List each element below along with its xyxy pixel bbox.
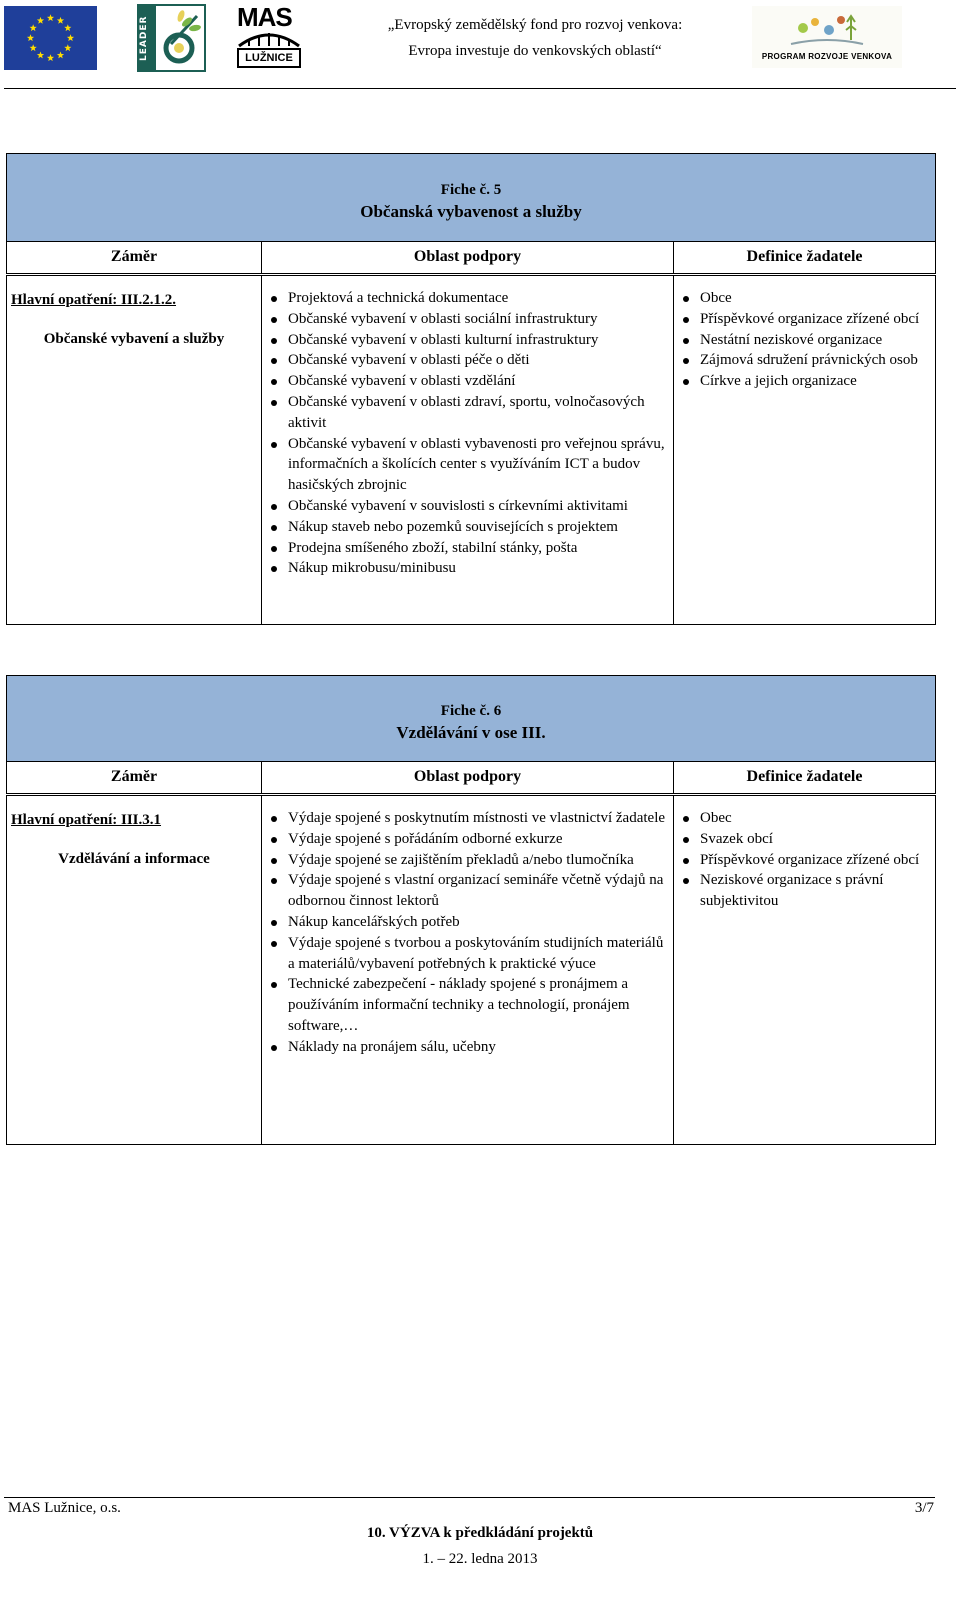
footer-call-title: 10. VÝZVA k předkládání projektů bbox=[366, 1525, 594, 1541]
applicant-cell bbox=[674, 275, 936, 625]
motto-line-1: „Evropský zemědělský fond pro rozvoj venkova: bbox=[387, 17, 683, 33]
footer-divider bbox=[4, 1497, 935, 1498]
bridge-icon bbox=[237, 30, 301, 48]
prv-label: PROGRAM ROZVOJE VENKOVA bbox=[761, 52, 893, 61]
list-item: Výdaje spojené s tvorbou a poskytováním studijních materiálů a materiálů/vybavení potřebných k praktické výuce bbox=[288, 933, 669, 975]
applicant-list bbox=[674, 276, 935, 406]
applicant-list bbox=[674, 796, 935, 926]
fiche-number: Fiche č. 5 bbox=[440, 181, 502, 198]
list-item: Občanské vybavení v oblasti péče o děti bbox=[288, 350, 669, 371]
list-item: Nestátní neziskové organizace bbox=[700, 330, 931, 351]
list-item: Technické zabezpečení - náklady spojené s pronájmem a používáním informační techniky a technologií, pronájem software,… bbox=[288, 974, 669, 1036]
list-item: Prodejna smíšeného zboží, stabilní stánky, pošta bbox=[288, 538, 669, 559]
program-rozvoje-venkova-logo bbox=[752, 6, 902, 68]
list-item: Výdaje spojené s vlastní organizací semináře včetně výdajů na odbornou činnost lektorů bbox=[288, 870, 669, 912]
measure-code: Hlavní opatření: III.2.1.2. bbox=[11, 292, 177, 308]
fiche-title-cell bbox=[7, 154, 936, 242]
list-item: Výdaje spojené s poskytnutím místnosti ve vlastnictví žadatele bbox=[288, 808, 669, 829]
column-header-zamer: Záměr bbox=[7, 762, 262, 795]
zamer-cell bbox=[7, 795, 262, 1145]
leader-label: LEADER bbox=[139, 6, 156, 70]
fiche-name: Vzdělávání v ose III. bbox=[396, 722, 546, 742]
list-item: Nákup staveb nebo pozemků souvisejících s projektem bbox=[288, 517, 669, 538]
list-item: Občanské vybavení v oblasti kulturní infrastruktury bbox=[288, 330, 669, 351]
mas-logo-text: MAS bbox=[237, 2, 292, 32]
list-item: Občanské vybavení v oblasti vzdělání bbox=[288, 371, 669, 392]
header-divider bbox=[4, 88, 956, 89]
footer-organization: MAS Lužnice, o.s. bbox=[8, 1500, 121, 1516]
list-item: Příspěvkové organizace zřízené obcí bbox=[700, 309, 931, 330]
list-item: Výdaje spojené s pořádáním odborné exkurze bbox=[288, 829, 669, 850]
list-item: Církve a jejich organizace bbox=[700, 371, 931, 392]
prv-emblem-icon bbox=[787, 10, 867, 48]
list-item: Příspěvkové organizace zřízené obcí bbox=[700, 850, 931, 871]
list-item: Výdaje spojené se zajištěním překladů a/nebo tlumočníka bbox=[288, 850, 669, 871]
fiche-table-6 bbox=[6, 675, 936, 1145]
list-item: Občanské vybavení v oblasti vybavenosti pro veřejnou správu, informačních a školících center s využíváním ICT a budov hasičských zbrojnic bbox=[288, 434, 669, 496]
support-list bbox=[262, 276, 673, 593]
column-header-definice: Definice žadatele bbox=[674, 242, 936, 275]
list-item: Nákup mikrobusu/minibusu bbox=[288, 558, 669, 579]
column-header-oblast: Oblast podpory bbox=[262, 762, 674, 795]
list-item: Obec bbox=[700, 808, 931, 829]
list-item: Neziskové organizace s právní subjektivitou bbox=[700, 870, 931, 912]
column-header-zamer: Záměr bbox=[7, 242, 262, 275]
column-header-oblast: Oblast podpory bbox=[262, 242, 674, 275]
measure-code: Hlavní opatření: III.3.1 bbox=[11, 812, 162, 828]
support-area-cell bbox=[262, 795, 674, 1145]
header-motto bbox=[355, 12, 715, 64]
leader-logo bbox=[137, 4, 206, 72]
support-list bbox=[262, 796, 673, 1072]
applicant-cell bbox=[674, 795, 936, 1145]
fiche-table-5 bbox=[6, 153, 936, 625]
list-item: Náklady na pronájem sálu, učebny bbox=[288, 1037, 669, 1058]
eu-stars-icon bbox=[4, 6, 97, 70]
list-item: Zájmová sdružení právnických osob bbox=[700, 350, 931, 371]
footer-call-dates: 1. – 22. ledna 2013 bbox=[422, 1551, 538, 1567]
list-item: Občanské vybavení v oblasti sociální infrastruktury bbox=[288, 309, 669, 330]
measure-name: Vzdělávání a informace bbox=[58, 850, 210, 867]
fiche-number: Fiche č. 6 bbox=[440, 702, 502, 719]
list-item: Projektová a technická dokumentace bbox=[288, 288, 669, 309]
list-item: Občanské vybavení v souvislosti s církevními aktivitami bbox=[288, 496, 669, 517]
list-item: Nákup kancelářských potřeb bbox=[288, 912, 669, 933]
eu-flag-logo bbox=[4, 6, 97, 70]
mas-luznice-logo bbox=[237, 4, 301, 72]
column-header-definice: Definice žadatele bbox=[674, 762, 936, 795]
list-item: Občanské vybavení v oblasti zdraví, sportu, volnočasových aktivit bbox=[288, 392, 669, 434]
zamer-cell bbox=[7, 275, 262, 625]
fiche-title-cell bbox=[7, 676, 936, 762]
motto-line-2: Evropa investuje do venkovských oblastí“ bbox=[408, 43, 662, 59]
list-item: Obce bbox=[700, 288, 931, 309]
list-item: Svazek obcí bbox=[700, 829, 931, 850]
measure-name: Občanské vybavení a služby bbox=[43, 330, 225, 347]
leader-emblem-icon bbox=[157, 8, 205, 70]
fiche-name: Občanská vybavenost a služby bbox=[360, 201, 582, 221]
mas-logo-subtext: LUŽNICE bbox=[237, 48, 301, 68]
support-area-cell bbox=[262, 275, 674, 625]
page-number: 3/7 bbox=[914, 1500, 934, 1516]
page-header bbox=[0, 0, 960, 92]
